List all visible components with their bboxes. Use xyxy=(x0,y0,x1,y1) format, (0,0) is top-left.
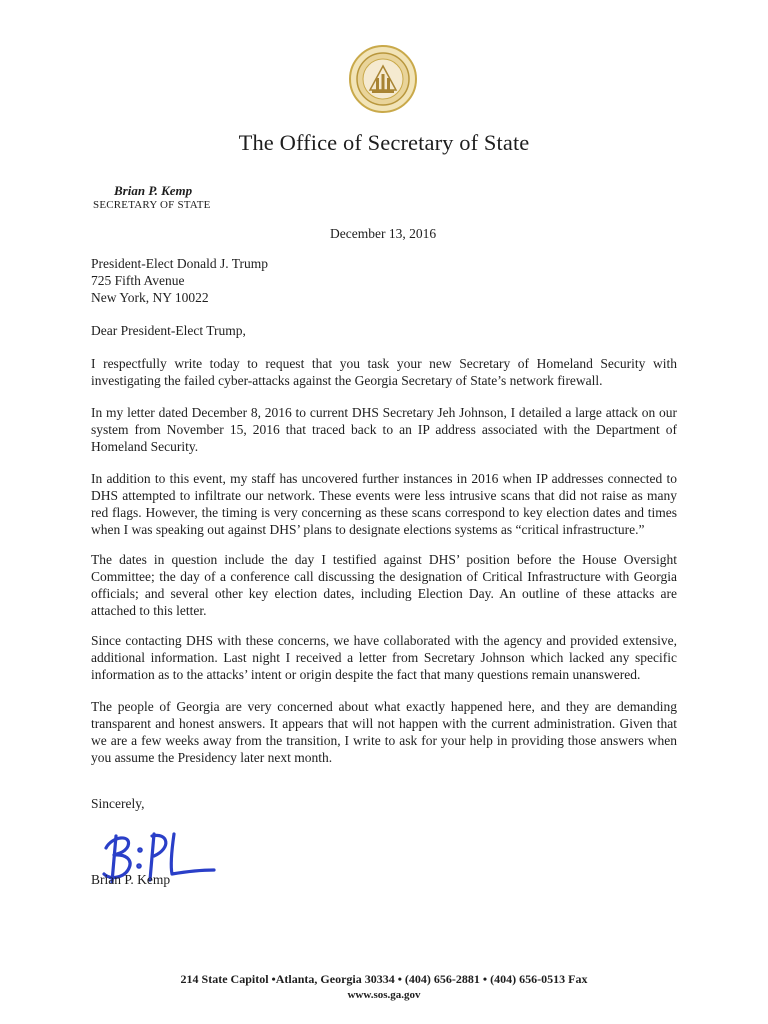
body-paragraph: Since contacting DHS with these concerns, we have collaborated with the agency and provided extensive, additional information. Last night I received a letter from Secretary Johnson which lacked any specific information as to the attacks’ intent or origin despite the fact that many questions remain unanswered. xyxy=(91,633,677,682)
letterhead-signer-name: Brian P. Kemp xyxy=(114,183,193,198)
recipient-line: President-Elect Donald J. Trump xyxy=(91,256,268,271)
recipient-line: 725 Fifth Avenue xyxy=(91,273,185,288)
state-seal-icon xyxy=(348,44,418,114)
body-paragraph: In addition to this event, my staff has uncovered further instances in 2016 when IP addresses connected to DHS attempted to infiltrate our network. These events were less intrusive scans that did not raise as many red flags. However, the timing is very concerning as these scans correspond to key election dates and times when I was speaking out against DHS’ plans to designate elections systems as “critical infrastructure.” xyxy=(91,471,677,537)
salutation: Dear President-Elect Trump, xyxy=(91,323,246,338)
body-paragraph: The people of Georgia are very concerned about what exactly happened here, and they are demanding transparent and honest answers. It appears that will not happen with the current administration. Given that we are a few weeks away from the transition, I write to ask for your help in providing those answers when you assume the Presidency later next month. xyxy=(91,699,677,765)
closing: Sincerely, xyxy=(91,796,145,811)
footer-website: www.sos.ga.gov xyxy=(347,989,421,1001)
body-paragraph: The dates in question include the day I testified against DHS’ position before the House Oversight Committee; the day of a conference call discussing the designation of Critical Infrastructure with Georgia officials; and several other key election dates, including Election Day. An outline of these attacks are attached to this letter. xyxy=(91,552,677,618)
recipient-line: New York, NY 10022 xyxy=(91,290,209,305)
footer-address: 214 State Capitol •Atlanta, Georgia 30334 • (404) 656-2881 • (404) 656-0513 Fax xyxy=(180,972,588,986)
letterhead-signer-title: SECRETARY OF STATE xyxy=(93,199,211,211)
signed-name: Brian P. Kemp xyxy=(91,872,171,887)
office-title: The Office of Secretary of State xyxy=(238,130,530,155)
body-paragraph: I respectfully write today to request that you task your new Secretary of Homeland Security with investigating the failed cyber-attacks against the Georgia Secretary of State’s network firewall. xyxy=(91,356,677,388)
body-paragraph: In my letter dated December 8, 2016 to current DHS Secretary Jeh Johnson, I detailed a large attack on our system from November 15, 2016 that traced back to an IP address associated with the Department of Homeland Security. xyxy=(91,405,677,454)
letter-date: December 13, 2016 xyxy=(330,226,437,241)
